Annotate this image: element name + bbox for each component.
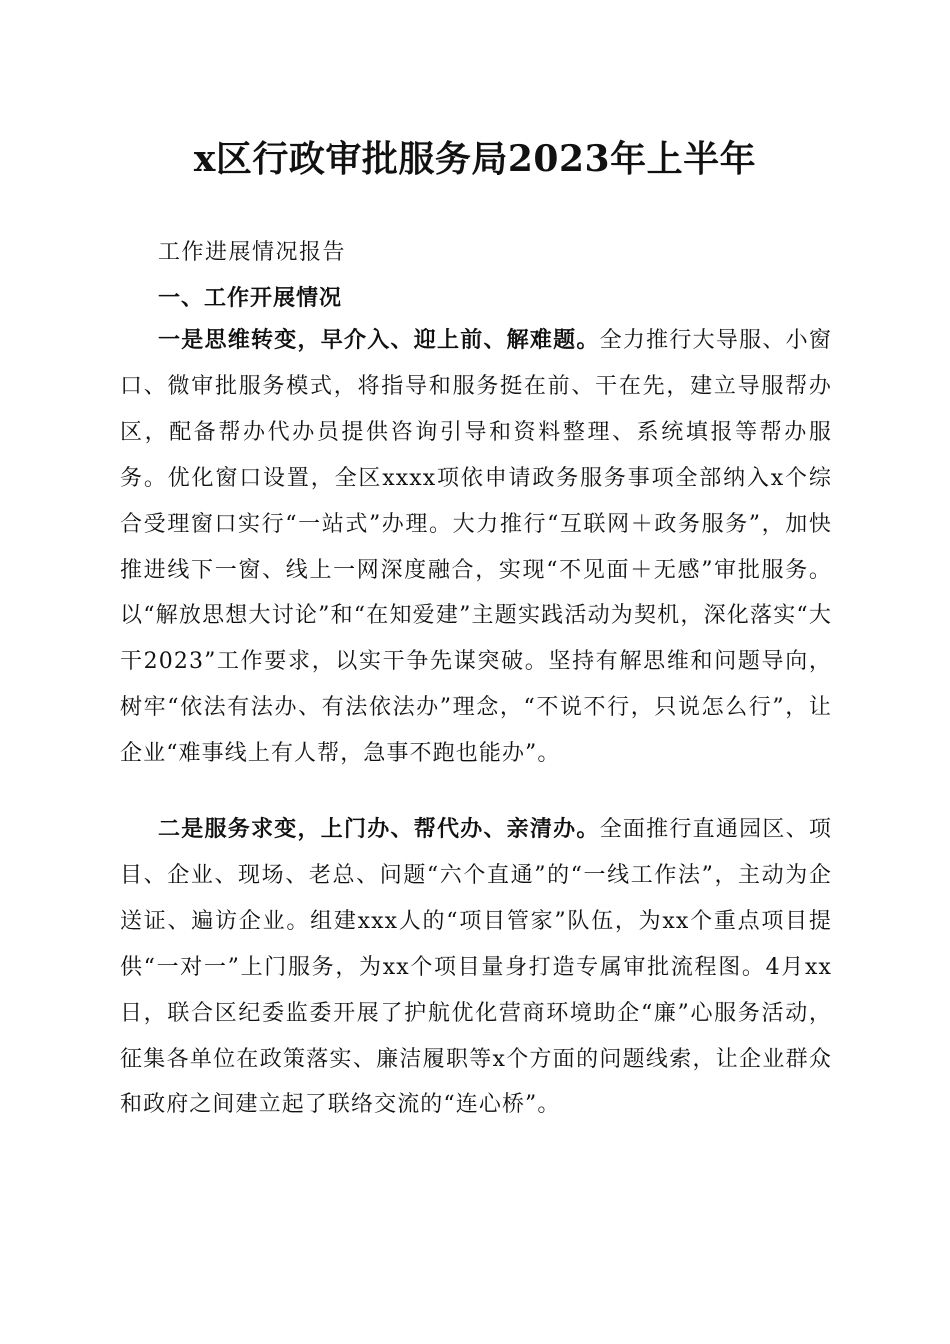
paragraph-2-body: 全面推行直通园区、项目、企业、现场、老总、问题“六个直通”的“一线工作法”，主动为企送证、遍访企业。组建xxx人的“项目管家”队伍，为xx个重点项目提供“一对一”上门服务，为xx个项目量身打造专属审批流程图。4月xx日，联合区纪委监委开展了护航优化营商环境助企“廉”心服务活动，征集各单位在政策落实、廉洁履职等x个方面的问题线索，让企业群众和政府之间建立起了联络交流的“连心桥”。 (120, 817, 832, 1118)
document-subtitle: 工作进展情况报告 (158, 240, 347, 265)
document-title: x区行政审批服务局2023年上半年 (193, 138, 757, 180)
paragraph-1 (120, 318, 832, 777)
paragraph-1-lead: 一是思维转变，早介入、迎上前、解难题。 (158, 327, 600, 353)
paragraph-1-body: 全力推行大导服、小窗口、微审批服务模式，将指导和服务挺在前、干在先，建立导服帮办区，配备帮办代办员提供咨询引导和资料整理、系统填报等帮办服务。优化窗口设置，全区xxxx项依申请政务服务事项全部纳入x个综合受理窗口实行“一站式”办理。大力推行“互联网＋政务服务”，加快推进线下一窗、线上一网深度融合，实现“不见面＋无感”审批服务。以“解放思想大讨论”和“在知爱建”主题实践活动为契机，深化落实“大干2023”工作要求，以实干争先谋突破。坚持有解思维和问题导向，树牢“依法有法办、有法依法办”理念，“不说不行，只说怎么行”，让企业“难事线上有人帮，急事不跑也能办”。 (120, 328, 832, 767)
paragraph-2 (120, 807, 832, 1128)
paragraph-2-lead: 二是服务求变，上门办、帮代办、亲清办。 (158, 816, 600, 842)
section-heading: 一、工作开展情况 (158, 285, 343, 311)
